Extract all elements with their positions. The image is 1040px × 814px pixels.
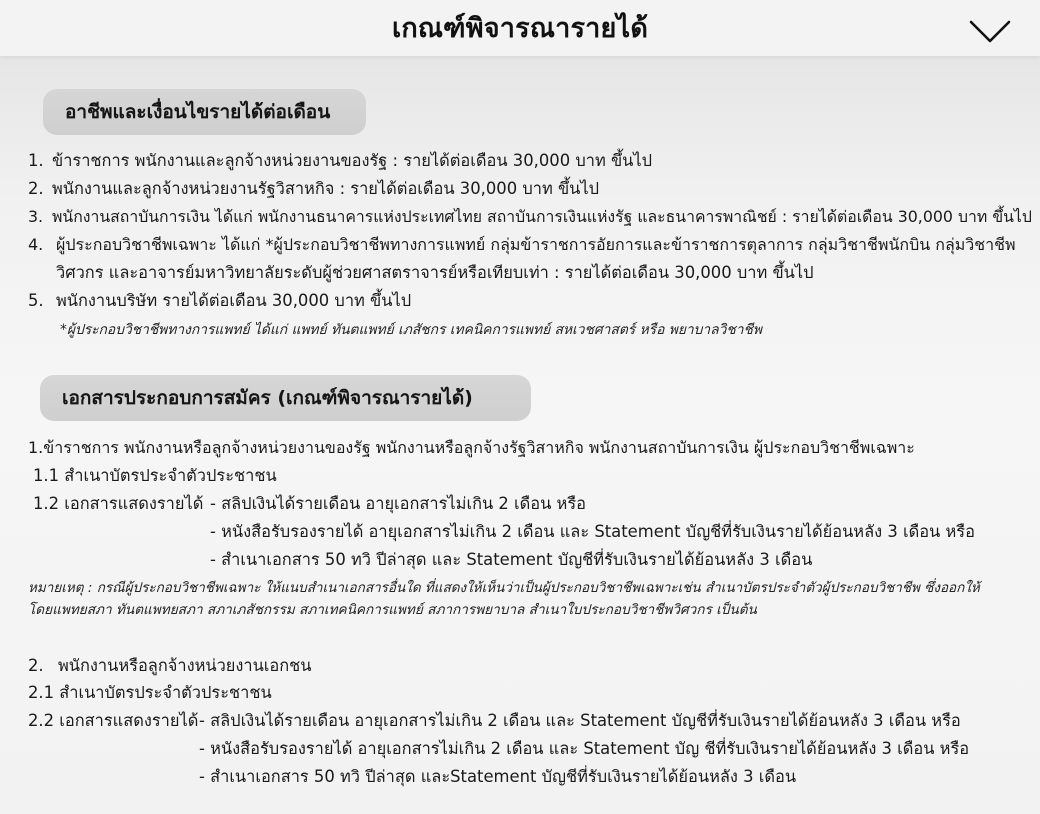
documents-group1-item-2-line-1: - สลิปเงินได้รายเดือน อายุเอกสารไม่เกิน 2 เดือน หรือ	[210, 494, 587, 513]
documents-group2-item-2-line-3: - สำเนาเอกสาร 50 ทวิ ปีล่าสุด และStatement บัญชีที่รับเงินรายได้ย้อนหลัง 3 เดือน	[199, 767, 797, 786]
occupation-item-1	[28, 151, 652, 171]
documents-group1-title: 1.ข้าราชการ พนักงานหรือลูกจ้างหน่วยงานของรัฐ พนักงานหรือลูกจ้างรัฐวิสาหกิจ พนักงานสถาบันการเงิน ผู้ประกอบวิชาชีพเฉพาะ	[28, 438, 915, 457]
occupation-item-4	[28, 235, 1016, 255]
item-number: 2.	[28, 656, 44, 675]
item-number: 3.	[28, 207, 44, 226]
item-number: 1.	[28, 151, 44, 170]
documents-group2-item-2-label: 2.2 เอกสารแสดงรายได้	[28, 711, 199, 730]
documents-group1-item-1: 1.1 สำเนาบัตรประจำตัวประชาชน	[33, 466, 277, 485]
documents-group2-item-2-line-1: - สลิปเงินได้รายเดือน อายุเอกสารไม่เกิน 2 เดือน และ Statement บัญชีที่รับเงินรายได้ย้อนหลัง 3 เดือน หรือ	[199, 711, 961, 730]
section-heading-documents: เอกสารประกอบการสมัคร (เกณฑ์พิจารณารายได้)	[40, 375, 531, 421]
documents-group1-item-2-line-2: - หนังสือรับรองรายได้ อายุเอกสารไม่เกิน 2 เดือน และ Statement บัญชีที่รับเงินรายได้ย้อนหลัง 3 เดือน หรือ	[210, 522, 975, 541]
documents-group2-item-2-line-2: - หนังสือรับรองรายได้ อายุเอกสารไม่เกิน 2 เดือน และ Statement บัญ ชีที่รับเงินรายได้ย้อนหลัง 3 เดือน หรือ	[199, 739, 970, 758]
documents-remark-line-1: หมายเหตุ : กรณีผู้ประกอบวิชาชีพเฉพาะ ให้แนบสำเนาเอกสารอื่นใด ที่แสดงให้เห็นว่าเป็นผู้ประกอบวิชาชีพเฉพาะเช่น สำเนาบัตรประจำตัวผู้ประกอบวิชาชีพ ซึ่งออกให้	[28, 580, 980, 596]
documents-group1-item-2-line-3: - สำเนาเอกสาร 50 ทวิ ปีล่าสุด และ Statement บัญชีที่รับเงินรายได้ย้อนหลัง 3 เดือน	[210, 550, 813, 569]
documents-group2-item-1: 2.1 สำเนาบัตรประจำตัวประชาชน	[28, 683, 272, 702]
item-text: พนักงานบริษัท รายได้ต่อเดือน 30,000 บาท ขึ้นไป	[56, 291, 412, 310]
occupation-item-2	[28, 179, 599, 199]
page-header	[0, 0, 1040, 56]
item-number: 4.	[28, 235, 44, 254]
item-text: พนักงานหรือลูกจ้างหน่วยงานเอกชน	[58, 656, 312, 675]
occupation-item-5	[28, 291, 411, 311]
documents-remark-line-2: โดยแพทยสภา ทันตแพทยสภา สภาเภสัชกรรม สภาเทคนิคการแพทย์ สภาการพยาบาล สำเนาใบประกอบวิชาชีพวิศวกร เป็นต้น	[28, 602, 757, 618]
chevron-down-icon[interactable]	[968, 16, 1012, 46]
item-text: ข้าราชการ พนักงานและลูกจ้างหน่วยงานของรัฐ : รายได้ต่อเดือน 30,000 บาท ขึ้นไป	[52, 151, 653, 170]
occupation-item-4-continuation: วิศวกร และอาจารย์มหาวิทยาลัยระดับผู้ช่วยศาสตราจารย์หรือเทียบเท่า : รายได้ต่อเดือน 30,000 บาท ขึ้นไป	[56, 263, 814, 282]
documents-group2-title	[28, 656, 312, 676]
section-heading-occupation: อาชีพและเงื่อนไขรายได้ต่อเดือน	[43, 89, 366, 135]
page-title: เกณฑ์พิจารณารายได้	[391, 13, 649, 44]
item-text: พนักงานและลูกจ้างหน่วยงานรัฐวิสาหกิจ : รายได้ต่อเดือน 30,000 บาท ขึ้นไป	[52, 179, 600, 198]
item-text: ผู้ประกอบวิชาชีพเฉพาะ ได้แก่ *ผู้ประกอบวิชาชีพทางการแพทย์ กลุ่มข้าราชการอัยการและข้าราชการตุลาการ กลุ่มวิชาชีพนักบิน กลุ่มวิชาชีพ	[56, 235, 1016, 254]
documents-group1-item-2-label: 1.2 เอกสารแสดงรายได้	[33, 494, 204, 513]
medical-footnote: *ผู้ประกอบวิชาชีพทางการแพทย์ ได้แก่ แพทย์ ทันตแพทย์ เภสัชกร เทคนิคการแพทย์ สหเวชศาสตร์ หรือ พยาบาลวิชาชีพ	[60, 322, 762, 338]
occupation-item-3	[28, 207, 1032, 227]
item-number: 5.	[28, 291, 44, 310]
item-number: 2.	[28, 179, 44, 198]
item-text: พนักงานสถาบันการเงิน ได้แก่ พนักงานธนาคารแห่งประเทศไทย สถาบันการเงินแห่งรัฐ และธนาคารพาณิชย์ : รายได้ต่อเดือน 30,000 บาท ขึ้นไป	[52, 207, 1032, 226]
